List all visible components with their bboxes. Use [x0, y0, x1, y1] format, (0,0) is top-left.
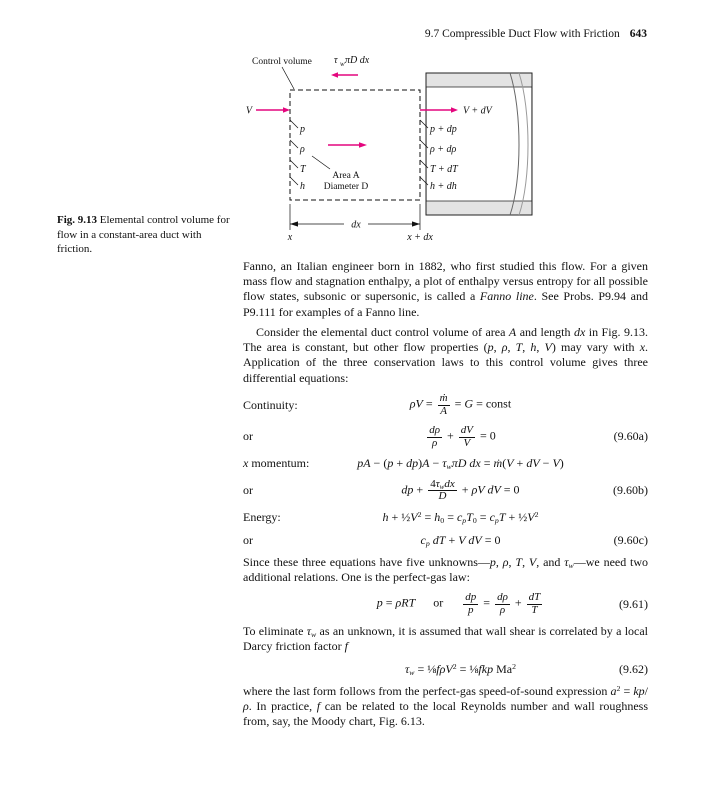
equation-label: x momentum:: [243, 456, 310, 471]
control-volume-label: Control volume: [252, 57, 312, 67]
figure-caption-text: Elemental control volume for flow in a constant-area duct with friction.: [57, 214, 230, 256]
outlet-prop-rho: ρ + dρ: [430, 144, 457, 155]
equation-label: or: [243, 532, 253, 547]
shear-rest: πD dx: [345, 55, 370, 66]
equation-row-energy: [243, 510, 648, 525]
inlet-prop-T: T: [300, 164, 306, 175]
equation-row-momentum-differential: [243, 479, 648, 504]
inlet-properties: [290, 120, 307, 192]
velocity-in-arrow: [256, 107, 290, 113]
page-header: [0, 28, 647, 40]
equation-number: (9.62): [619, 661, 648, 676]
paragraph-fanno: Fanno, an Italian engineer born in 1882, who first studied this flow. For a given mass flow and stagnation enthalpy, a plot of enthalpy versus entropy for all possible flow states, subsonic or supersonic, is called a Fanno line. See Probs. P9.94 and P9.111 for examples of a Fanno line.: [243, 259, 649, 319]
equation-row-momentum: [243, 456, 648, 471]
equation-energy: $h + \frac{1}{2}V^2 = h_0 = c_pT_0 = c_pT$ + $\frac{1}{2}V^2$: [382, 510, 539, 526]
figure-caption-label: Fig. 9.13: [57, 214, 98, 226]
area-label: Area A: [332, 171, 360, 181]
paragraph-consider: Consider the elemental duct control volume of area A and length dx in Fig. 9.13. The area is constant, but other flow properties (p, ρ, T, h, V) may vary with x. Application of the three conservation laws to this control volume gives three differential equations:: [243, 324, 649, 385]
equation-momentum: pA − $(p + dp)A - \tau_w\pi D$ dx = ṁ(V + dV − V): [357, 456, 564, 472]
equation-row-continuity: [243, 393, 648, 418]
control-volume-leader-line: [282, 67, 294, 89]
figure-diagram: [240, 48, 560, 253]
equation-9-60c: $c_p$ dT + V dV = 0: [420, 532, 501, 548]
inlet-prop-h: h: [300, 181, 305, 192]
dx-dimension: [287, 204, 434, 243]
x-right-label: x + dx: [407, 232, 433, 243]
paragraph-unknowns: Since these three equations have five unknowns—p, ρ, T, V, and $\tau_w—we$ need two additional relations. One is the perfect-gas law:: [243, 554, 649, 585]
equation-number: (9.60c): [613, 532, 648, 547]
equation-9-60a: $\frac{d\rho}{\rho}$ + $\frac{dV}{V}$ = 0: [429, 423, 496, 449]
paragraph-speed-of-sound: where the last form follows from the perfect-gas speed-of-sound expression $a^2 = kp/\rho$. In practice, f can be related to the local Reynolds number and wall roughness from, say, the Moody chart, Fig. 6.13.: [243, 683, 648, 729]
equation-row-energy-differential: [243, 533, 648, 548]
equation-9-61: p = ρRT or $\frac{dp}{p}$ = $\frac{d\rho}{\rho}$ + $\frac{dT}{T}$: [376, 591, 541, 617]
equation-label: or: [243, 429, 253, 444]
equation-number: (9.61): [619, 597, 648, 612]
running-head-section-title: 9.7 Compressible Duct Flow with Friction: [424, 28, 620, 40]
equation-9-62: $\tau_w$ = ⅛fρV$^2$ = ⅛fkp Ma$^2$: [405, 661, 516, 677]
flow-direction-arrow: [328, 142, 367, 148]
equation-number: (9.60a): [613, 429, 648, 444]
diameter-label: Diameter D: [323, 182, 369, 192]
paragraph-friction-factor: To eliminate $\tau_w$ as an unknown, it is assumed that wall shear is correlated by a local Darcy friction factor f: [243, 624, 649, 654]
shear-tau: τ: [334, 55, 338, 66]
dx-label: dx: [351, 219, 361, 231]
equation-label: Continuity:: [243, 397, 298, 412]
equation-label: Energy:: [243, 510, 281, 525]
equation-label: or: [243, 483, 253, 498]
velocity-in-label: V: [245, 105, 252, 117]
inlet-prop-p: p: [300, 124, 305, 135]
inlet-prop-rho: ρ: [300, 144, 305, 155]
wall-shear-arrow: [331, 72, 358, 78]
figure-caption: [57, 213, 239, 257]
outlet-prop-T: T + dT: [430, 164, 458, 175]
area-leader-line: [312, 156, 330, 169]
equation-row-wall-shear: [243, 662, 648, 677]
body-text: [243, 259, 648, 734]
equation-row-continuity-differential: [243, 425, 648, 450]
equation-number: (9.60b): [613, 483, 648, 498]
shear-sub-w: w: [340, 60, 345, 68]
equation-9-60b: dp + $\frac{4\tau_wdx}{D}$ + ρV dV = 0: [401, 477, 520, 503]
page-number: 643: [629, 28, 647, 40]
equation-row-perfect-gas: [243, 592, 648, 617]
outlet-prop-h: h + dh: [430, 181, 457, 192]
x-left-label: x: [287, 232, 293, 243]
outlet-prop-p: p + dp: [430, 124, 457, 135]
equation-continuity: ρV = $\frac{\text{ṁ}}{A}$ = G = const: [409, 391, 512, 417]
velocity-out-label: V + dV: [463, 105, 492, 117]
wall-shear-label: [334, 55, 370, 68]
